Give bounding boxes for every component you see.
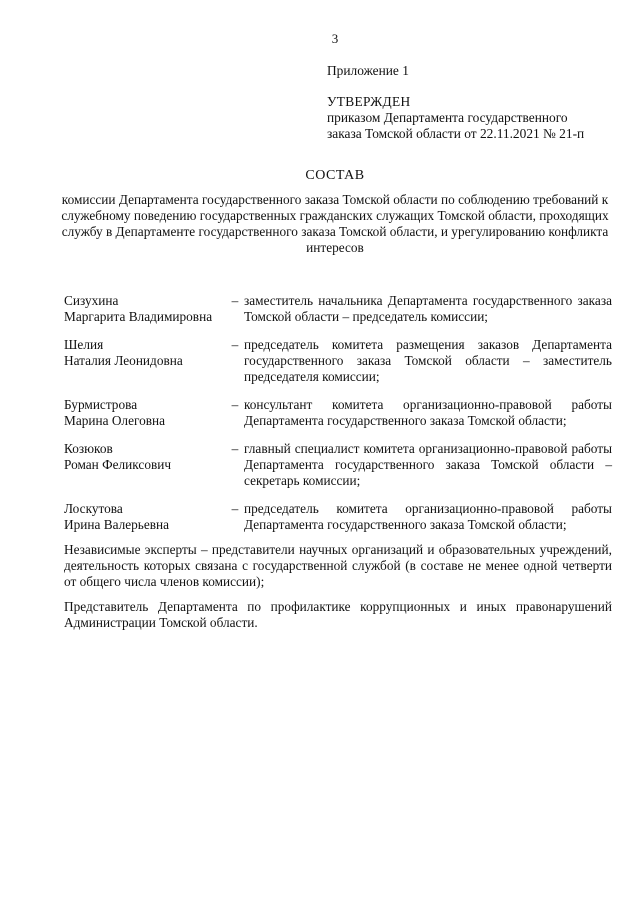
member-name [64, 293, 226, 325]
representative-paragraph: Представитель Департамента по профилактике коррупционных и иных правонарушений Администрации Томской области. [64, 599, 612, 630]
approval-block [327, 63, 584, 142]
member-dash: – [231, 293, 239, 308]
member-dash: – [231, 397, 239, 412]
member-role: главный специалист комитета организационно-правовой работы Департамента государственного заказа Томской области – секретарь комиссии; [244, 441, 612, 488]
members-list [64, 293, 612, 545]
member-given-name: Наталия Леонидовна [64, 353, 183, 368]
member-role: председатель комитета организационно-правовой работы Департамента государственного заказа Томской области; [244, 501, 612, 532]
member-role: заместитель начальника Департамента государственного заказа Томской области – председатель комиссии; [244, 293, 612, 324]
member-dash: – [231, 501, 239, 516]
member-item [64, 441, 612, 489]
member-name [64, 397, 226, 429]
approved-label: УТВЕРЖДЕН [327, 94, 411, 109]
appendix-label: Приложение 1 [327, 63, 409, 78]
member-given-name: Марина Олеговна [64, 413, 166, 428]
member-surname: Сизухина [64, 293, 119, 308]
order-reference-line-2: заказа Томской области от 22.11.2021 № 21-п [327, 126, 585, 141]
document-subtitle: комиссии Департамента государственного заказа Томской области по соблюдению требований к служебному поведению государственных гражданских служащих Томской области, проходящих службу в Департаменте государственного заказа Томской области, и урегулированию конфликта интересов [61, 192, 609, 255]
member-given-name: Роман Феликсович [64, 457, 172, 472]
member-surname: Козюков [64, 441, 113, 456]
member-given-name: Маргарита Владимировна [64, 309, 213, 324]
member-name [64, 337, 226, 385]
page-number: 3 [331, 31, 339, 46]
member-item [64, 337, 612, 385]
member-surname: Шелия [64, 337, 104, 352]
order-reference-line-1: приказом Департамента государственного [327, 110, 568, 125]
document-title: СОСТАВ [305, 168, 365, 183]
member-role: консультант комитета организационно-правовой работы Департамента государственного заказа Томской области; [244, 397, 612, 428]
member-item [64, 501, 612, 533]
member-item [64, 293, 612, 325]
member-role: председатель комитета размещения заказов Департамента государственного заказа Томской области – заместитель председателя комиссии; [244, 337, 612, 384]
member-given-name: Ирина Валерьевна [64, 517, 170, 532]
member-dash: – [231, 337, 239, 352]
member-dash: – [231, 441, 239, 456]
member-surname: Лоскутова [64, 501, 123, 516]
experts-paragraph: Независимые эксперты – представители научных организаций и образовательных учреждений, деятельность которых связана с государственной службой (в составе не менее одной четверти от общего числа членов комиссии); [64, 542, 612, 589]
member-name [64, 501, 226, 533]
member-surname: Бурмистрова [64, 397, 138, 412]
member-item [64, 397, 612, 429]
member-name [64, 441, 226, 489]
